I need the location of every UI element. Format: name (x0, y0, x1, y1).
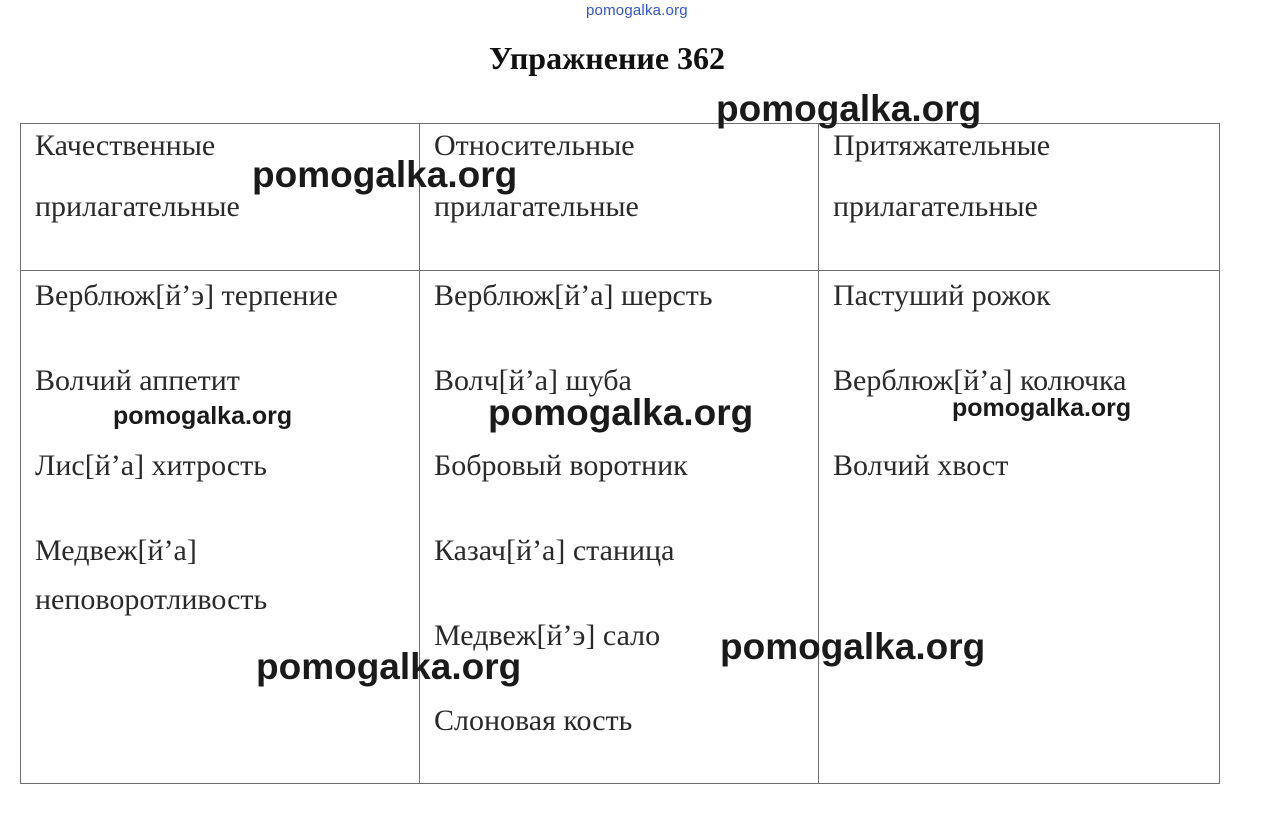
list-item: Волчий хвост (833, 449, 1009, 482)
header-relative-line1: Относительные (434, 129, 635, 162)
header-possessive (819, 124, 1220, 271)
list-item: Волч[й’а] шуба (434, 364, 632, 397)
list-item: неповоротливость (35, 583, 268, 616)
column-qualitative (21, 271, 420, 784)
header-possessive-line1: Притяжательные (833, 129, 1051, 162)
header-possessive-line2: прилагательные (833, 190, 1038, 223)
column-possessive (819, 271, 1220, 784)
watermark-text: pomogalka.org (716, 88, 982, 129)
list-item: Слоновая кость (434, 704, 633, 737)
watermark-text: pomogalka.org (488, 392, 754, 433)
list-item: Бобровый воротник (434, 449, 688, 482)
list-item: Волчий аппетит (35, 364, 240, 397)
header-qualitative (21, 124, 420, 271)
adjectives-table (20, 123, 1220, 784)
list-item: Верблюж[й’э] терпение (35, 279, 338, 312)
header-relative (420, 124, 819, 271)
watermark-text: pomogalka.org (256, 646, 522, 687)
header-qualitative-line1: Качественные (35, 129, 216, 162)
list-item: Медвеж[й’а] (35, 534, 197, 567)
list-item: Пастуший рожок (833, 279, 1051, 312)
header-relative-line2: прилагательные (434, 190, 639, 223)
relative-list (434, 253, 818, 763)
watermark-text: pomogalka.org (952, 394, 1132, 422)
column-relative (420, 271, 819, 784)
qualitative-list (35, 253, 419, 630)
list-item: Медвеж[й’э] сало (434, 619, 661, 652)
list-item: Верблюж[й’а] шерсть (434, 279, 713, 312)
list-item: Казач[й’а] станица (434, 534, 675, 567)
header-qualitative-line2: прилагательные (35, 190, 240, 223)
page-title: Упражнение 362 (489, 40, 726, 76)
possessive-list (833, 253, 1219, 508)
watermark-text: pomogalka.org (720, 626, 986, 667)
list-item: Верблюж[й’а] колючка (833, 364, 1127, 397)
top-site-link[interactable]: pomogalka.org (586, 2, 688, 19)
watermark-text: pomogalka.org (113, 402, 293, 430)
list-item: Лис[й’а] хитрость (35, 449, 267, 482)
watermark-text: pomogalka.org (252, 154, 518, 195)
table-body-row (21, 271, 1220, 784)
table-header-row (21, 124, 1220, 271)
